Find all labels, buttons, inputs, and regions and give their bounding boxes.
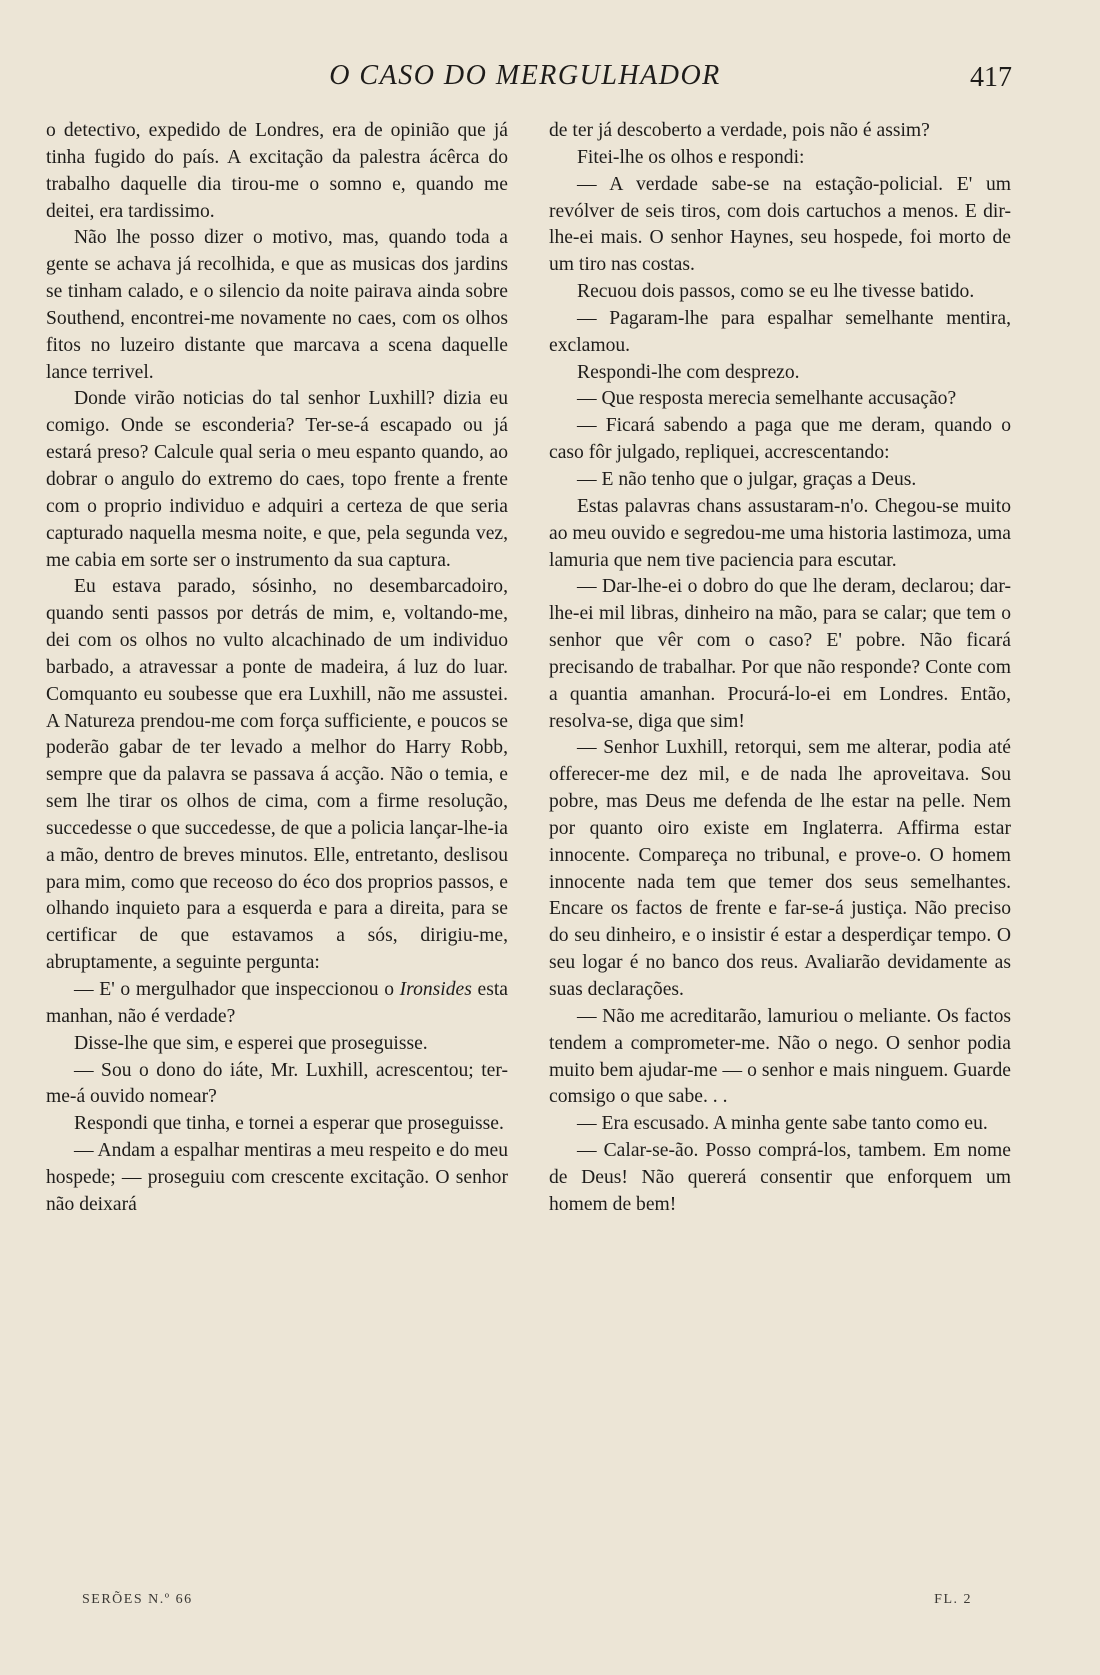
paragraph: — Pagaram-lhe para espalhar semelhante mentira, exclamou. [549, 307, 1011, 356]
paragraph: Respondi-lhe com desprezo. [577, 361, 800, 383]
sheet-mark: FL. 2 [934, 1592, 972, 1607]
page-header [0, 58, 1100, 98]
paragraph: Disse-lhe que sim, e esperei que proseguisse. [74, 1032, 428, 1054]
paragraph: — Que resposta merecia semelhante accusação? [577, 388, 957, 410]
left-column [46, 118, 508, 1219]
paragraph: — E não tenho que o julgar, graças a Deus. [577, 468, 917, 490]
paragraph: Donde virão noticias do tal senhor Luxhill? dizia eu comigo. Onde se esconderia? Ter-se-á escapado ou já estará preso? Calcule qual seria o meu espanto quando, ao dobrar o angulo do extremo do caes, topo frente a frente com o proprio individuo e adquiri a certeza de que seria capturado naquella mesma noite, e que, pela segunda vez, me cabia em sorte ser o instrumento da sua captura. [46, 388, 508, 571]
paragraph: — Senhor Luxhill, retorqui, sem me alterar, podia até offerecer-me dez mil, e de nada lhe aproveitava. Sou pobre, mas Deus me defenda de lhe estar na pelle. Nem por quanto oiro existe em Inglaterra. Affirma estar innocente. Compareça no tribunal, e prove-o. O homem innocente nada tem que temer dos seus semelhantes. Encare os factos de frente e far-se-á justiça. Não preciso do seu dinheiro, e o insistir é estar a desperdiçar tempo. O seu logar é no banco dos reus. Avaliarão devidamente as suas declarações. [549, 737, 1011, 1000]
paragraph: Não lhe posso dizer o motivo, mas, quando toda a gente se achava já recolhida, e que as musicas dos jardins se tinham calado, e o silencio da noite pairava ainda sobre Southend, encontrei-me novamente no caes, com os olhos fitos no luzeiro distante que marcava a scena daquelle lance terrivel. [46, 227, 508, 383]
running-title: O CASO DO MERGULHADOR [329, 60, 721, 91]
paragraph: Eu estava parado, sósinho, no desembarcadoiro, quando senti passos por detrás de mim, e, voltando-me, dei com os olhos no vulto alcachinado de um individuo barbado, a atravessar a ponte de madeira, á luz do luar. Comquanto eu soubesse que era Luxhill, não me assustei. A Natureza prendou-me com força sufficiente, e poucos se poderão gabar de ter levado a melhor do Harry Robb, sempre que da palavra se passava á acção. Não o temia, e sem lhe tirar os olhos de cima, com a firme resolução, succedesse o que succedesse, de que a policia lançar-lhe-ia a mão, dentro de breves minutos. Elle, entretanto, deslisou para mim, como que receoso do éco dos proprios passos, e olhando inquieto para a esquerda e para a direita, para se certificar de que estavamos a sós, dirigiu-me, abruptamente, a seguinte pergunta: [46, 576, 508, 974]
printer-signature: SERÕES N.º 66 [82, 1592, 193, 1607]
paragraph: — Sou o dono do iáte, Mr. Luxhill, acrescentou; ter-me-á ouvido nomear? [46, 1059, 508, 1108]
right-column [549, 118, 1011, 1219]
paragraph: — Ficará sabendo a paga que me deram, quando o caso fôr julgado, repliquei, accrescentando: [549, 415, 1011, 464]
paragraph: — E' o mergulhador que inspeccionou o Ironsides esta manhan, não é verdade? [46, 979, 508, 1027]
paragraph: — Calar-se-ão. Posso comprá-los, tambem. Em nome de Deus! Não quererá consentir que enforquem um homem de bem! [549, 1140, 1011, 1215]
paragraph: — Não me acreditarão, lamuriou o meliante. Os factos tendem a comprometer-me. Não o nego. O senhor podia muito bem ajudar-me — o senhor e mais ninguem. Guarde comsigo o que sabe. . . [549, 1005, 1011, 1108]
paragraph: Estas palavras chans assustaram-n'o. Chegou-se muito ao meu ouvido e segredou-me uma historia lastimoza, uma lamuria que nem tive paciencia para escutar. [549, 495, 1011, 571]
paragraph: — Dar-lhe-ei o dobro do que lhe deram, declarou; dar-lhe-ei mil libras, dinheiro na mão, para se calar; que tem o senhor que vêr com o caso? E' pobre. Não ficará precisando de trabalhar. Por que não responde? Conte com a quantia amanhan. Procurá-lo-ei em Londres. Então, resolva-se, diga que sim! [549, 576, 1011, 732]
page-number: 417 [970, 62, 1012, 93]
paragraph: Fitei-lhe os olhos e respondi: [577, 146, 805, 168]
paragraph: — A verdade sabe-se na estação-policial. E' um revólver de seis tiros, com dois cartuchos a menos. E dir-lhe-ei mais. O senhor Haynes, seu hospede, foi morto de um tiro nas costas. [549, 173, 1011, 276]
paragraph: Recuou dois passos, como se eu lhe tivesse batido. [577, 281, 975, 303]
ship-name: Ironsides [399, 979, 472, 1000]
paragraph: Respondi que tinha, e tornei a esperar que proseguisse. [74, 1113, 504, 1135]
page-footer [0, 1592, 1100, 1616]
paragraph: — Andam a espalhar mentiras a meu respeito e do meu hospede; — proseguiu com crescente excitação. O senhor não deixará [46, 1140, 508, 1215]
paragraph: o detectivo, expedido de Londres, era de opinião que já tinha fugido do país. A excitação da palestra ácêrca do trabalho daquelle dia tirou-me o somno e, quando me deitei, era tardissimo. [46, 120, 508, 222]
paragraph: — Era escusado. A minha gente sabe tanto como eu. [577, 1113, 988, 1135]
paragraph: de ter já descoberto a verdade, pois não é assim? [549, 120, 930, 141]
